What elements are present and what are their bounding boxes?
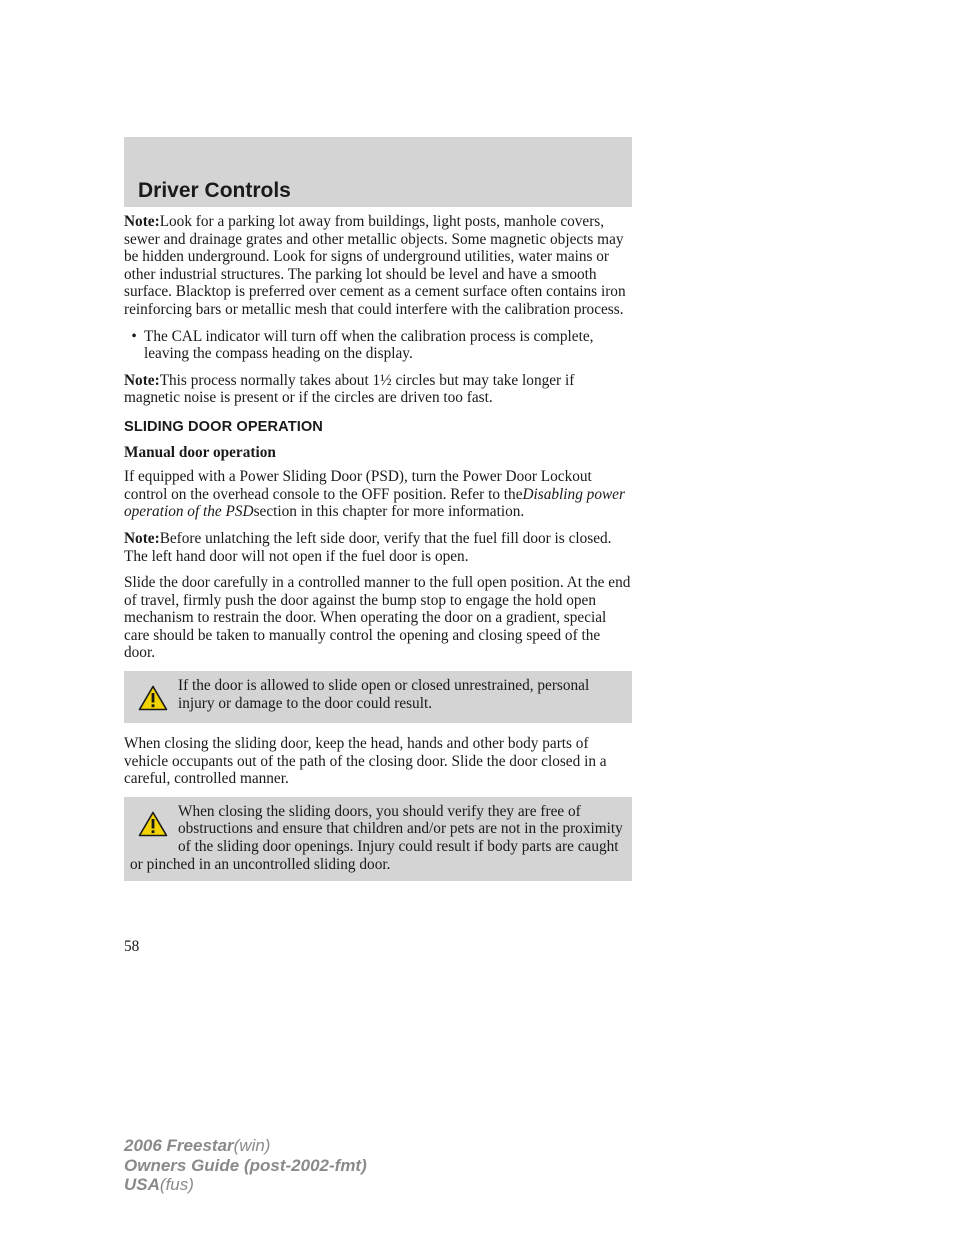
warning-box xyxy=(124,797,632,881)
note-text: This process normally takes about 1½ circles but may take longer if magnetic noise is present or if the circles are driven too fast. xyxy=(124,371,575,407)
footer-line xyxy=(124,1136,367,1156)
note-calibration-location xyxy=(124,213,632,319)
footer-model: 2006 Freestar xyxy=(124,1136,234,1155)
section-title: SLIDING DOOR OPERATION xyxy=(124,418,323,435)
chapter-header xyxy=(124,137,632,207)
bullet-item xyxy=(124,328,632,363)
paragraph-slide-door: Slide the door carefully in a controlled manner to the full open position. At the end of travel, firmly push the door against the bump stop to engage the hold open mechanism to restrain the door. When operating the door on a gradient, special care should be taken to manually control the opening and closing speed of the door. xyxy=(124,574,631,662)
paragraph-closing-door: When closing the sliding door, keep the head, hands and other body parts of vehicle occupants out of the path of the closing door. Slide the door closed in a careful, controlled manner. xyxy=(124,735,607,788)
warning-triangle-icon xyxy=(138,685,168,711)
document-footer xyxy=(124,1136,367,1195)
paragraph-text: If equipped with a Power Sliding Door (PSD), turn the Power Door Lockout control on the overhead console to the OFF position. Refer to the xyxy=(124,468,592,503)
footer-variant: (win) xyxy=(233,1136,271,1155)
page-content xyxy=(124,213,632,893)
note-label: Note: xyxy=(124,371,160,389)
footer-guide: Owners Guide (post-2002-fmt) xyxy=(124,1155,367,1175)
warning-text: When closing the sliding doors, you should verify they are free of obstructions and ensure that children and/or pets are not in the proximity of the sliding door openings. Injury could result if body parts are caught or pinched in an uncontrolled sliding door. xyxy=(130,802,623,873)
footer-line xyxy=(124,1175,367,1195)
paragraph-psd-lockout xyxy=(124,468,632,521)
warning-triangle-icon xyxy=(138,811,168,837)
note-text: Look for a parking lot away from buildings, light posts, manhole covers, sewer and drainage grates and other metallic objects. Some magnetic objects may be hidden underground. Look for signs of underground utilities, water mains or other industrial structures. The parking lot should be level and have a smooth surface. Blacktop is preferred over cement as a cement surface often contains iron reinforcing bars or metallic mesh that could interfere with the calibration process. xyxy=(124,213,626,318)
warning-text: If the door is allowed to slide open or closed unrestrained, personal injury or damage to the door could result. xyxy=(178,677,590,712)
note-label: Note: xyxy=(124,529,160,547)
bullet-icon: • xyxy=(131,327,137,345)
note-text: Before unlatching the left side door, verify that the fuel fill door is closed. The left hand door will not open if the fuel door is open. xyxy=(124,529,612,565)
page-number: 58 xyxy=(124,938,140,955)
cross-reference: Disabling power operation of the PSD xyxy=(124,485,625,521)
note-fuel-door xyxy=(124,530,632,565)
footer-market-code: (fus) xyxy=(159,1175,194,1194)
subsection-title: Manual door operation xyxy=(124,443,276,461)
footer-market: USA xyxy=(124,1175,160,1194)
bullet-text: The CAL indicator will turn off when the calibration process is complete, leaving the compass heading on the display. xyxy=(144,327,594,363)
paragraph-text: section in this chapter for more information. xyxy=(253,503,525,521)
chapter-title: Driver Controls xyxy=(138,179,291,202)
note-label: Note: xyxy=(124,213,160,230)
note-calibration-duration xyxy=(124,372,632,407)
warning-box xyxy=(124,671,632,723)
